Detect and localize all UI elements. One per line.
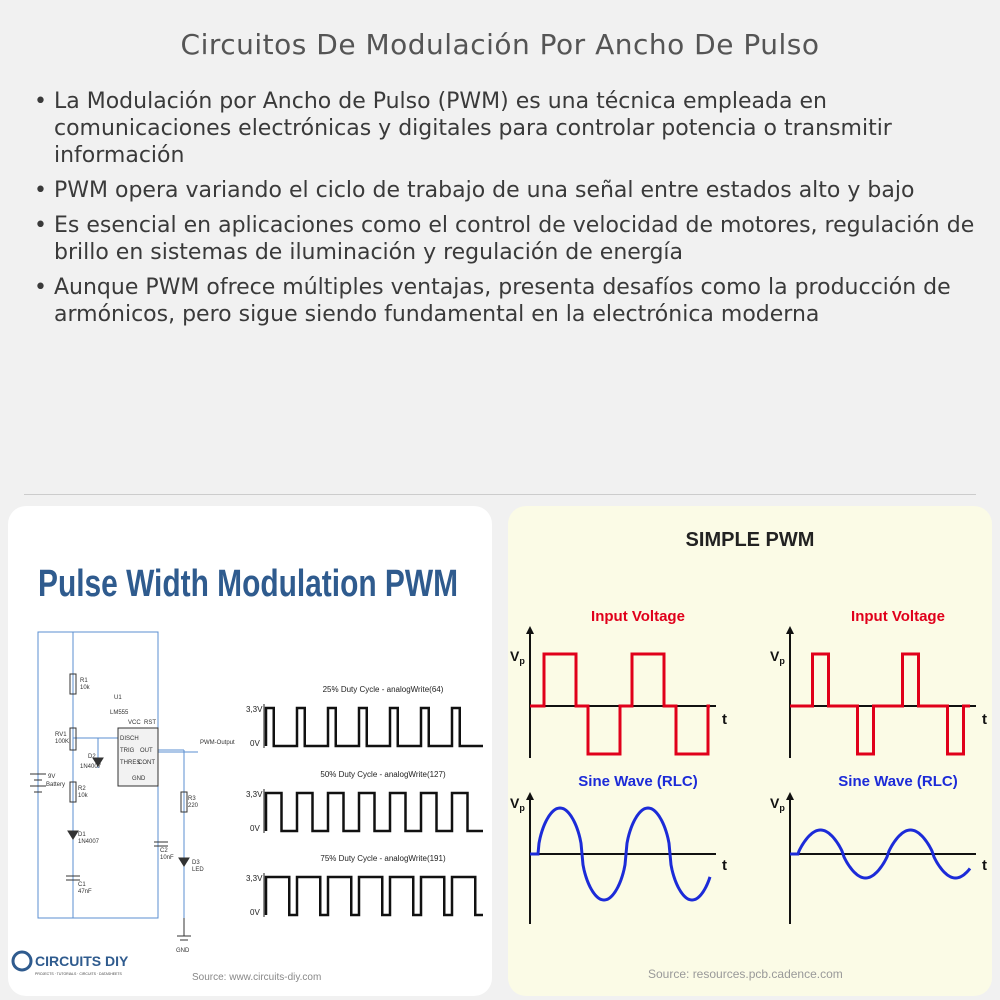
bullet-item: • La Modulación por Ancho de Pulso (PWM) es una técnica empleada en comunicaciones electrónicas y digitales para controlar potencia o transmitir información	[28, 88, 978, 169]
logo-text: CIRCUITS DIY	[35, 953, 129, 969]
t-label: t	[982, 711, 987, 728]
label-d2: D2	[88, 754, 96, 760]
label-c1: C1	[78, 882, 86, 888]
label-rv1: RV1	[55, 732, 67, 738]
vp-label: $V_p$	[770, 795, 785, 813]
duty-cycle-title: 50% Duty Cycle - analogWrite(127)	[320, 770, 446, 779]
source-right: Source: resources.pcb.cadence.com	[648, 967, 843, 981]
vp-label: $V_p$	[510, 795, 525, 813]
arrow-icon	[786, 626, 794, 634]
bullet-item: • Es esencial en aplicaciones como el control de velocidad de motores, regulación de brillo en sistemas de iluminación y regulación de energía	[28, 212, 978, 266]
label-d2-val: 1N4007	[80, 764, 102, 770]
divider	[24, 494, 976, 495]
schematic-labels	[46, 678, 235, 954]
simple-pwm-svg	[508, 506, 992, 996]
pwm-circuit-svg	[8, 506, 492, 996]
label-pin-vcc: VCC	[128, 720, 141, 726]
bullet-item: • PWM opera variando el ciclo de trabajo de una señal entre estados alto y bajo	[28, 177, 978, 204]
duty-cycle-title: 75% Duty Cycle - analogWrite(191)	[320, 854, 446, 863]
label-pin-rst: RST	[144, 720, 156, 726]
bullet-item: • Aunque PWM ofrece múltiples ventajas, presenta desafíos como la producción de armónicos, pero sigue siendo fundamental en la electrónica moderna	[28, 274, 978, 328]
figure-heading: SIMPLE PWM	[685, 529, 815, 551]
input-voltage-label: Input Voltage	[591, 608, 685, 625]
label-d1: D1	[78, 832, 86, 838]
arrow-icon	[526, 626, 534, 634]
label-pin-gnd: GND	[132, 776, 146, 782]
sine-wave-label: Sine Wave (RLC)	[838, 773, 958, 790]
vp-label: $V_p$	[510, 648, 525, 666]
figure-heading: Pulse Width Modulation PWM	[38, 563, 458, 605]
input-voltage-wave	[530, 654, 710, 754]
label-u1: U1	[114, 695, 122, 701]
simple-pwm-figure	[508, 506, 992, 996]
input-voltage-wave	[790, 654, 970, 754]
t-label: t	[722, 857, 727, 874]
label-ic: LM555	[110, 710, 129, 716]
label-battery: 9V	[48, 774, 56, 780]
vp-label: $V_p$	[770, 648, 785, 666]
source-left: Source: www.circuits-diy.com	[192, 972, 322, 983]
label-pin-thres: THRES	[120, 760, 141, 766]
label-r1-val: 10k	[80, 685, 90, 691]
label-rv1-val: 100K	[55, 739, 70, 745]
label-r1: R1	[80, 678, 88, 684]
pwm-panels	[510, 608, 987, 924]
circuits-diy-logo	[13, 952, 129, 976]
label-output: PWM-Output	[200, 740, 235, 746]
label-pin-out: OUT	[140, 748, 153, 754]
logo-tagline: PROJECTS · TUTORIALS · CIRCUITS · DATASHEETS	[35, 972, 122, 976]
label-r3: R3	[188, 796, 196, 802]
label-pin-disch: DISCH	[120, 736, 139, 742]
arrow-icon	[526, 792, 534, 800]
v-low-label: 0V	[250, 908, 260, 917]
label-c2: C2	[160, 848, 168, 854]
label-gnd: GND	[176, 948, 190, 954]
label-d3-val: LED	[192, 867, 204, 873]
v-low-label: 0V	[250, 824, 260, 833]
page-title: Circuitos De Modulación Por Ancho De Pulso	[180, 28, 820, 61]
sine-wave-label: Sine Wave (RLC)	[578, 773, 698, 790]
v-high-label: 3,3V	[246, 705, 263, 714]
label-battery-text: Battery	[46, 782, 66, 788]
v-high-label: 3,3V	[246, 874, 263, 883]
input-voltage-label: Input Voltage	[851, 608, 945, 625]
label-pin-trig: TRIG	[120, 748, 135, 754]
label-pin-cont: CONT	[138, 760, 155, 766]
duty-cycle-waveforms	[246, 685, 483, 917]
duty-cycle-wave	[266, 793, 483, 831]
t-label: t	[982, 857, 987, 874]
pwm-circuit-figure	[8, 506, 492, 996]
label-c1-val: 47nF	[78, 889, 92, 895]
t-label: t	[722, 711, 727, 728]
logo-icon	[13, 952, 31, 970]
label-r3-val: 220	[188, 803, 199, 809]
label-r2: R2	[78, 786, 86, 792]
label-c2-val: 10nF	[160, 855, 174, 861]
label-d1-val: 1N4007	[78, 839, 100, 845]
duty-cycle-wave	[266, 708, 483, 746]
label-d3: D3	[192, 860, 200, 866]
arrow-icon	[786, 792, 794, 800]
duty-cycle-title: 25% Duty Cycle - analogWrite(64)	[322, 685, 444, 694]
label-r2-val: 10k	[78, 793, 88, 799]
bullet-list	[28, 88, 978, 336]
duty-cycle-wave	[266, 877, 483, 915]
v-high-label: 3,3V	[246, 790, 263, 799]
v-low-label: 0V	[250, 739, 260, 748]
